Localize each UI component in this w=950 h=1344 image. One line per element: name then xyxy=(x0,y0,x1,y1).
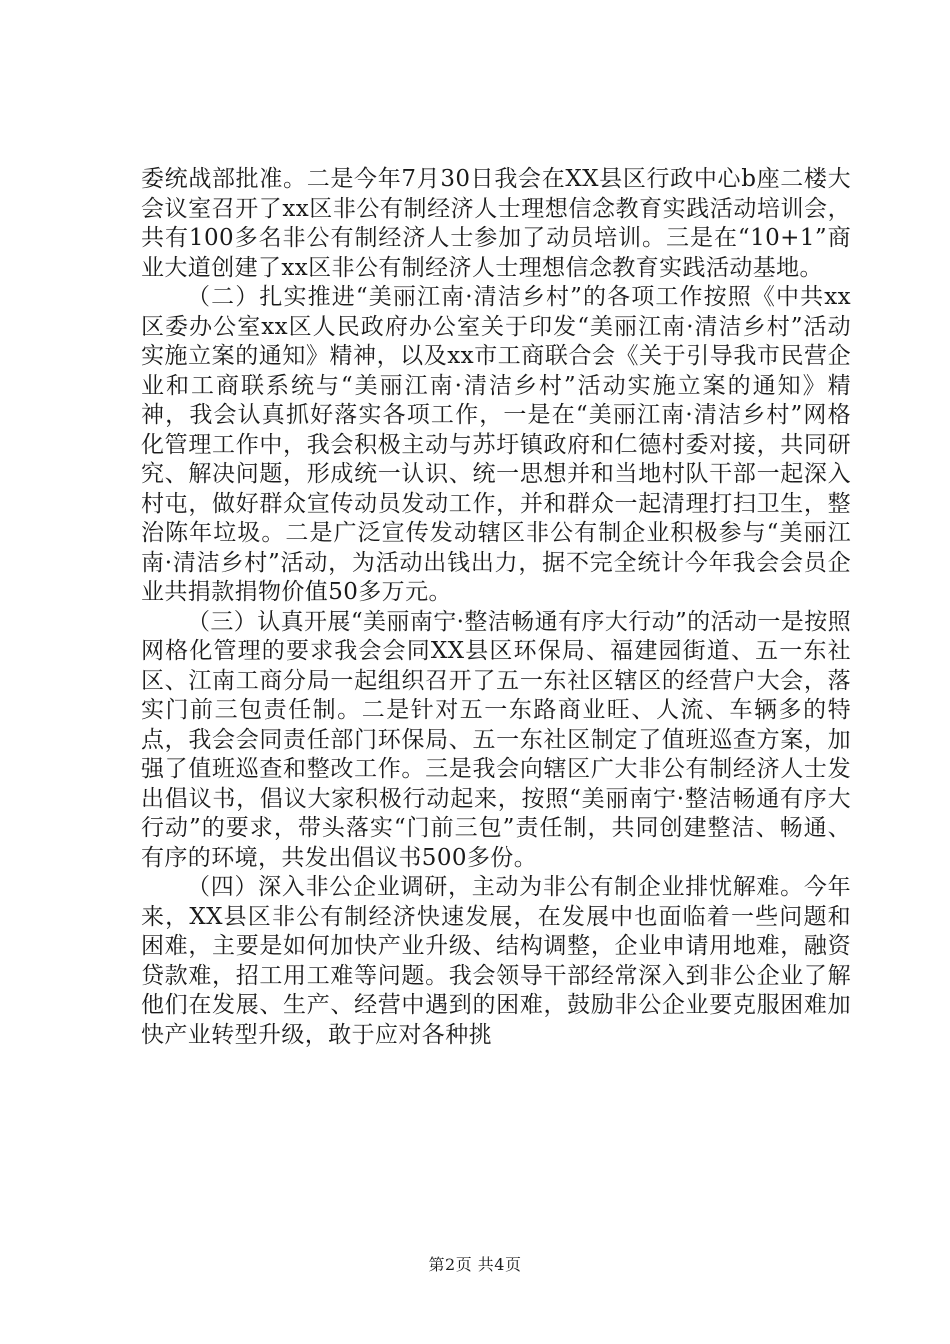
paragraph-section-3: （三）认真开展“美丽南宁·整洁畅通有序大行动”的活动一是按照网格化管理的要求我会会同XX县区环保局、福建园街道、五一东社区、江南工商分局一起组织召开了五一东社区辖区的经营户大会，落实门前三包责任制。二是针对五一东路商业旺、人流、车辆多的特点，我会会同责任部门环保局、五一东社区制定了值班巡查方案，加强了值班巡查和整改工作。三是我会向辖区广大非公有制经济人士发出倡议书，倡议大家积极行动起来，按照“美丽南宁·整洁畅通有序大行动”的要求，带头落实“门前三包”责任制，共同创建整洁、畅通、有序的环境，共发出倡议书500多份。 xyxy=(141,608,851,871)
document-body xyxy=(141,165,851,1050)
paragraph-section-2: （二）扎实推进“美丽江南·清洁乡村”的各项工作按照《中共xx区委办公室xx区人民政府办公室关于印发“美丽江南·清洁乡村”活动实施立案的通知》精神，以及xx市工商联合会《关于引导我市民营企业和工商联系统与“美丽江南·清洁乡村”活动实施立案的通知》精神，我会认真抓好落实各项工作，一是在“美丽江南·清洁乡村”网格化管理工作中，我会积极主动与苏圩镇政府和仁德村委对接，共同研究、解决问题，形成统一认识、统一思想并和当地村队干部一起深入村屯，做好群众宣传动员发动工作，并和群众一起清理打扫卫生，整治陈年垃圾。二是广泛宣传发动辖区非公有制企业积极参与“美丽江南·清洁乡村”活动，为活动出钱出力，据不完全统计今年我会会员企业共捐款捐物价值50多万元。 xyxy=(141,284,851,605)
paragraph-section-4: （四）深入非公企业调研，主动为非公有制企业排忧解难。今年来，XX县区非公有制经济快速发展，在发展中也面临着一些问题和困难，主要是如何加快产业升级、结构调整，企业申请用地难，融资贷款难，招工用工难等问题。我会领导干部经常深入到非公企业了解他们在发展、生产、经营中遇到的困难，鼓励非公企业要克服困难加快产业转型升级，敢于应对各种挑 xyxy=(141,874,851,1048)
page-number-footer: 第2页 共4页 xyxy=(428,1255,522,1274)
paragraph-continuation: 委统战部批准。二是今年7月30日我会在XX县区行政中心b座二楼大会议室召开了xx区非公有制经济人士理想信念教育实践活动培训会，共有100多名非公有制经济人士参加了动员培训。三是在“10+1”商业大道创建了xx区非公有制经济人士理想信念教育实践活动基地。 xyxy=(141,166,851,281)
